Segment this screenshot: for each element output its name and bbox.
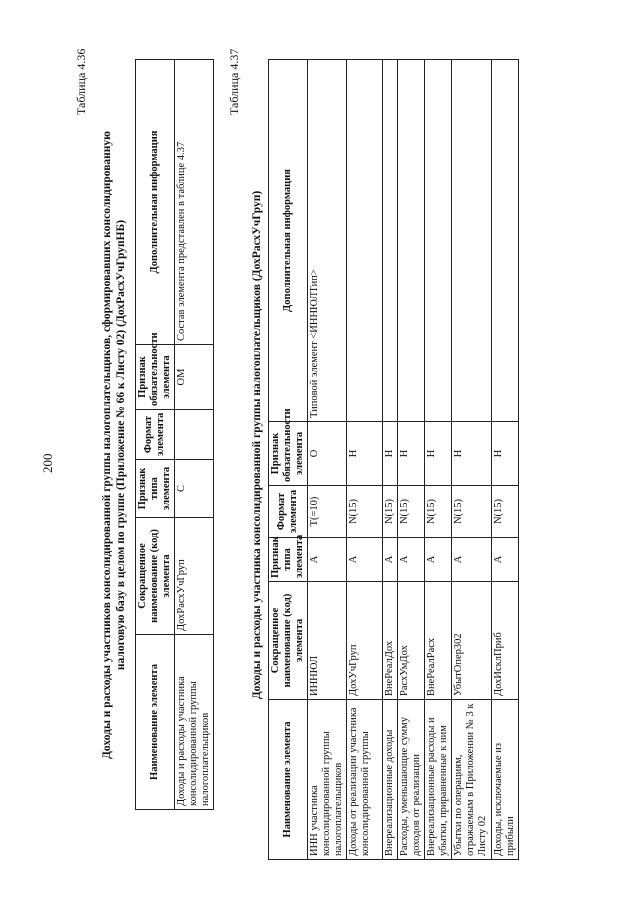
table-cell — [492, 60, 519, 422]
table-cell: Н — [425, 422, 452, 486]
header-cell: Признак обязательности элемента — [136, 345, 175, 410]
table-cell: А — [398, 538, 425, 582]
table-cell: Расходы, уменьшающие сумму доходов от реализации — [398, 700, 425, 860]
table-4-36-title-line-1: Доходы и расходы участников консолидированной группы налогоплательщиков, сформировавших консолидированную — [101, 131, 113, 759]
table-cell: Н — [398, 422, 425, 486]
table-row — [492, 60, 519, 860]
header-cell: Сокращенное наименование (код) элемента — [269, 582, 308, 700]
header-cell: Дополнительная информация — [269, 60, 308, 422]
table-cell: О — [308, 422, 347, 486]
table-cell: А — [347, 538, 383, 582]
table-4-37-number: Таблица 4.37 — [227, 48, 241, 115]
table-cell: Внереализационные расходы и убытки, приравненные к ним — [425, 700, 452, 860]
table-cell: РасхУмДох — [398, 582, 425, 700]
table-cell: Н — [383, 422, 398, 486]
table-cell: Типовой элемент <ИННЮЛТип> — [308, 60, 347, 422]
table-cell: С — [175, 460, 214, 518]
page-number: 200 — [40, 453, 55, 473]
table-cell — [398, 60, 425, 422]
table-cell: N(15) — [492, 486, 519, 538]
table-cell: Доходы от реализации участника консолидированной группы — [347, 700, 383, 860]
table-cell — [347, 60, 383, 422]
header-cell: Наименование элемента — [136, 635, 175, 810]
table-4-36-number: Таблица 4.36 — [74, 48, 88, 115]
table-cell: ИННЮЛ — [308, 582, 347, 700]
table-cell — [175, 410, 214, 460]
table-cell: N(15) — [452, 486, 492, 538]
table-cell: ДохУчГруп — [347, 582, 383, 700]
table-cell: ВнеРеалРасх — [425, 582, 452, 700]
table-cell: ИНН участника консолидированной группы налогоплательщиков — [308, 700, 347, 860]
table-4-37-title: Доходы и расходы участника консолидированной группы налогоплательщиков (ДохРасхУчГруп) — [251, 190, 263, 700]
header-cell: Сокращенное наименование (код) элемента — [136, 518, 175, 635]
table-cell: Н — [347, 422, 383, 486]
table-cell: Доходы и расходы участника консолидированной группы налогоплательщиков — [175, 635, 214, 810]
table-cell: N(15) — [425, 486, 452, 538]
table-row — [175, 60, 214, 810]
table-cell: ОМ — [175, 345, 214, 410]
table-4-36-title — [100, 95, 128, 795]
table-4-37-header-row — [269, 60, 308, 860]
table-4-36-header-row — [136, 60, 175, 810]
table-cell: ДохРасхУчГруп — [175, 518, 214, 635]
header-cell: Дополнительная информация — [136, 60, 175, 345]
table-cell: Н — [492, 422, 519, 486]
table-cell: А — [425, 538, 452, 582]
table-cell: N(15) — [347, 486, 383, 538]
table-cell: Убытки по операциям, отражаемым в Приложении № 3 к Листу 02 — [452, 700, 492, 860]
table-row — [308, 60, 347, 860]
table-cell — [383, 60, 398, 422]
table-cell: Н — [452, 422, 492, 486]
header-cell: Признак типа элемента — [136, 460, 175, 518]
table-cell — [452, 60, 492, 422]
table-row — [398, 60, 425, 860]
table-cell: N(15) — [383, 486, 398, 538]
table-cell: Внереализационные доходы — [383, 700, 398, 860]
table-cell — [425, 60, 452, 422]
table-cell: УбытОпер302 — [452, 582, 492, 700]
header-cell: Признак типа элемента — [269, 538, 308, 582]
header-cell: Признак обязательности элемента — [269, 422, 308, 486]
table-cell: А — [308, 538, 347, 582]
header-cell: Формат элемента — [136, 410, 175, 460]
table-cell: А — [452, 538, 492, 582]
table-4-37 — [268, 59, 519, 860]
table-cell: А — [383, 538, 398, 582]
table-cell: T(=10) — [308, 486, 347, 538]
table-cell: А — [492, 538, 519, 582]
table-4-36-title-line-2: налоговую базу в целом по группе (Приложение № 66 к Листу 02) (ДохРасхУчГрупНБ) — [115, 219, 127, 671]
table-cell: ВнеРеалДох — [383, 582, 398, 700]
table-cell: N(15) — [398, 486, 425, 538]
table-cell: ДохИсклПриб — [492, 582, 519, 700]
table-cell: Доходы, исключаемые из прибыли — [492, 700, 519, 860]
table-row — [452, 60, 492, 860]
header-cell: Наименование элемента — [269, 700, 308, 860]
table-4-36 — [135, 59, 214, 810]
table-row — [383, 60, 398, 860]
table-cell: Состав элемента представлен в таблице 4.37 — [175, 60, 214, 345]
header-cell: Формат элемента — [269, 486, 308, 538]
table-row — [347, 60, 383, 860]
table-row — [425, 60, 452, 860]
